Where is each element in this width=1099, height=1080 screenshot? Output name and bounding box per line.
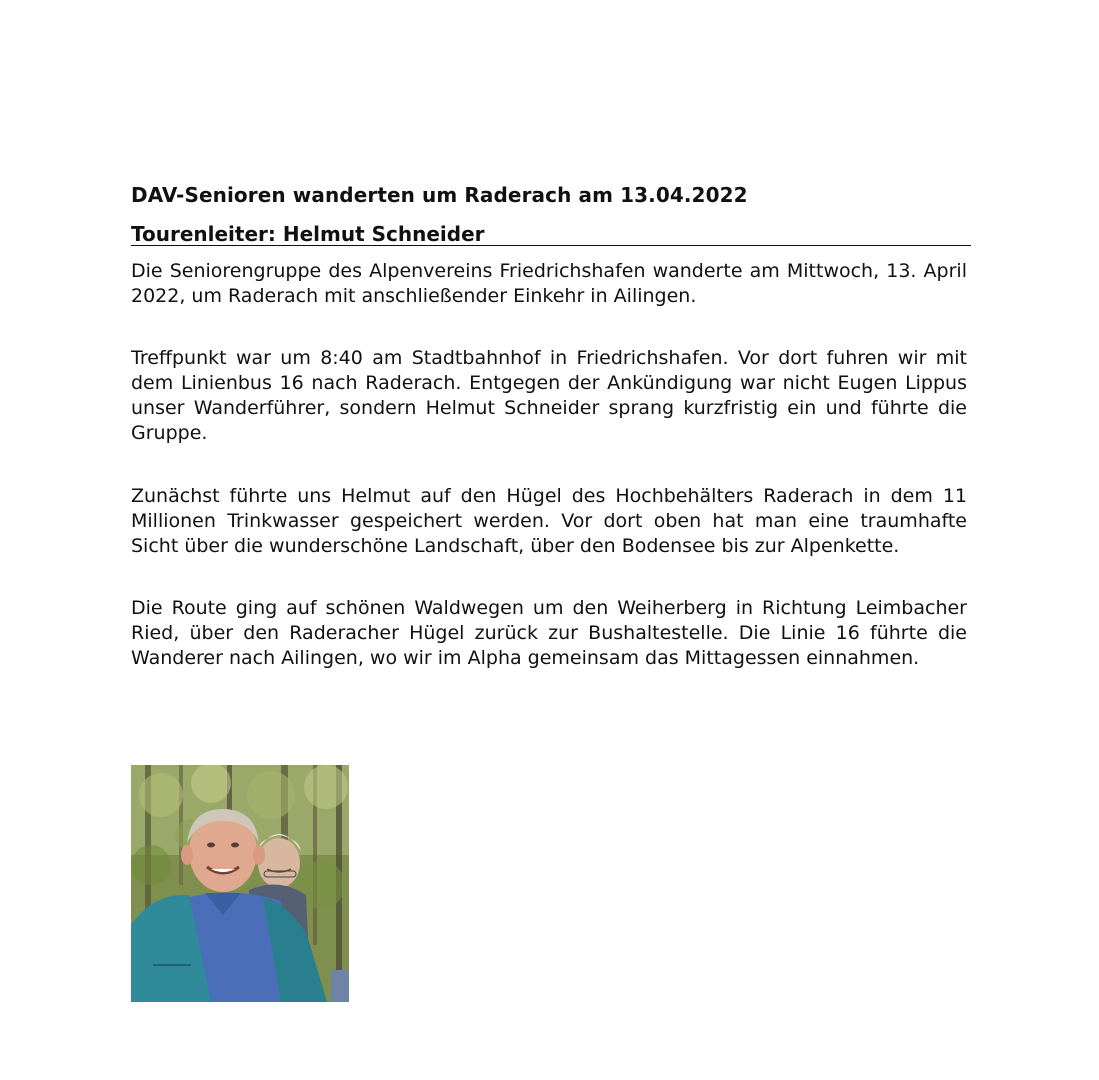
article-title: DAV-Senioren wanderten um Raderach am 13.04.2022 — [131, 183, 748, 207]
article-subtitle: Tourenleiter: Helmut Schneider — [131, 222, 485, 246]
photo-illustration — [131, 765, 349, 1002]
tour-leader-photo — [131, 765, 349, 1002]
paragraph-meeting-point: Treffpunkt war um 8:40 am Stadtbahnhof in Friedrichshafen. Vor dort fuhren wir mit dem Linienbus 16 nach Raderach. Entgegen der Ankündigung war nicht Eugen Lippus unser Wanderführer, sondern Helmut Schneider sprang kurzfristig ein und führte die Gruppe. — [131, 347, 967, 444]
paragraph-intro: Die Seniorengruppe des Alpenvereins Friedrichshafen wanderte am Mittwoch, 13. April 2022, um Raderach mit anschließender Einkehr in Ailingen. — [131, 260, 967, 307]
paragraph-route: Die Route ging auf schönen Waldwegen um den Weiherberg in Richtung Leimbacher Ried, über den Raderacher Hügel zurück zur Bushaltestelle. Die Linie 16 führte die Wanderer nach Ailingen, wo wir im Alpha gemeinsam das Mittagessen einnahmen. — [131, 597, 967, 669]
paragraph-hill-view: Zunächst führte uns Helmut auf den Hügel des Hochbehälters Raderach in dem 11 Millionen Trinkwasser gespeichert werden. Vor dort oben hat man eine traumhafte Sicht über die wunderschöne Landschaft, über den Bodensee bis zur Alpenkette. — [131, 485, 967, 557]
heading-divider — [131, 245, 971, 246]
